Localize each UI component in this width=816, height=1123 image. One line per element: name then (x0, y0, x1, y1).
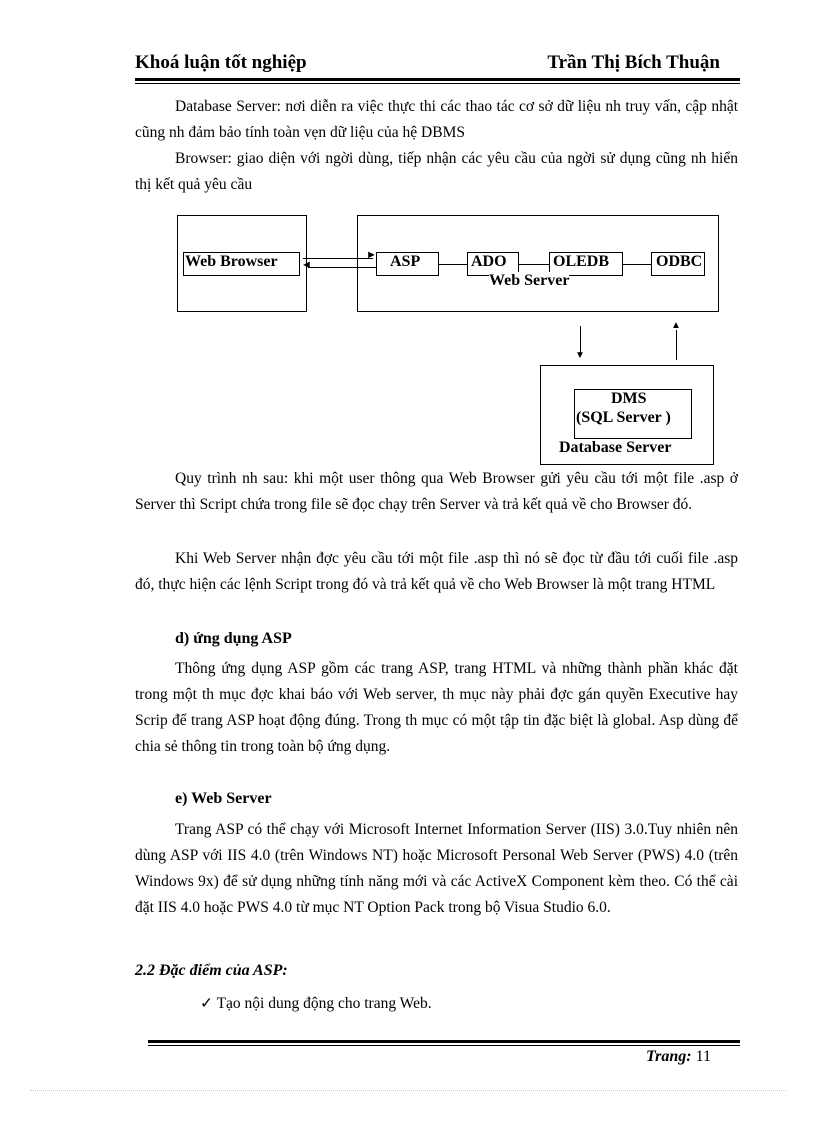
heading-web-server: e) Web Server (175, 790, 272, 807)
database-server-container (540, 365, 714, 465)
page-number (646, 1048, 711, 1066)
paragraph-process: Quy trình nh sau: khi một user thông qua Web Browser gửi yêu cầu tới một file .asp ở Server thì Script chứa trong file sẽ đọc chạy trên Server và trả kết quả về cho Browser đó. (135, 470, 738, 513)
odbc-label: ODBC (656, 253, 703, 270)
paragraph-browser: Browser: giao diện với ngời dùng, tiếp nhận các yêu cầu của ngời sử dụng cũng nh hiển thị kết quả yêu cầu (135, 150, 738, 193)
asp-label: ASP (390, 253, 421, 270)
connector-oledb-odbc (623, 264, 651, 265)
database-server-label: Database Server (559, 439, 672, 456)
section-heading-asp-features: 2.2 Đặc điểm của ASP: (135, 962, 288, 979)
footer-rule-thin (148, 1045, 740, 1046)
paragraph-database-server: Database Server: nơi diễn ra việc thực thi các thao tác cơ sở dữ liệu nh truy vấn, cập nhật cũng nh đảm bảo tính toàn vẹn dữ liệu của hệ DBMS (135, 98, 738, 141)
oledb-label: OLEDB (553, 253, 610, 270)
arrow-down-icon: ▼ (575, 350, 585, 361)
odbc-box (651, 252, 705, 276)
paragraph-asp-application: Thông ứng dụng ASP gồm các trang ASP, trang HTML và những thành phần khác đặt trong một th mục đợc khai báo với Web server, th mục này phải đợc gán quyền Executive hay Scrip để trang ASP hoạt động đúng. Trong th mục có một tập tin đặc biệt là global. Asp dùng để chia sẻ thông tin trong toàn bộ ứng dụng. (135, 660, 738, 755)
web-server-label: Web Server (489, 272, 570, 289)
up-arrow (676, 330, 677, 360)
bullet-item: ✓ Tạo nội dung động cho trang Web. (200, 995, 432, 1012)
arrow-left-icon: ◄ (301, 259, 312, 271)
ado-label: ADO (471, 253, 507, 270)
page-bottom-border (30, 1090, 786, 1091)
footer-rule (148, 1040, 740, 1043)
paragraph-web-server-request: Khi Web Server nhận đợc yêu cầu tới một file .asp thì nó sẽ đọc từ đầu tới cuối file .asp đó, thực hiện các lệnh Script trong đó và trả kết quả về cho Web Browser là một trang HTML (135, 550, 738, 593)
connector-asp-ado (439, 264, 467, 265)
request-arrow (303, 258, 373, 259)
page-value: 11 (695, 1048, 711, 1065)
dms-label: DMS (611, 390, 647, 407)
header-rule-thin (135, 83, 740, 84)
page-header (135, 52, 740, 78)
arrow-right-icon: ► (366, 249, 377, 261)
page-label: Trang: (645, 1048, 692, 1065)
paragraph-web-server: Trang ASP có thể chạy với Microsoft Internet Information Server (IIS) 3.0.Tuy nhiên nên dùng ASP với IIS 4.0 (trên Windows NT) hoặc Microsoft Personal Web Server (PWS) 4.0 (trên Windows 9x) để sử dụng những tính năng mới và các ActiveX Component kèm theo. Có thể cài đặt IIS 4.0 hoặc PWS 4.0 từ mục NT Option Pack trong bộ Visua Studio 6.0. (135, 821, 738, 916)
connector-ado-oledb (519, 264, 549, 265)
response-arrow (308, 267, 376, 268)
arrow-up-icon: ▲ (671, 320, 681, 331)
heading-asp-application: d) ứng dụng ASP (175, 630, 292, 647)
web-browser-label: Web Browser (185, 253, 278, 270)
header-rule (135, 78, 740, 81)
sql-server-label: (SQL Server ) (576, 409, 671, 426)
header-author: Trần Thị Bích Thuận (547, 52, 720, 73)
header-title: Khoá luận tốt nghiệp (135, 52, 307, 73)
